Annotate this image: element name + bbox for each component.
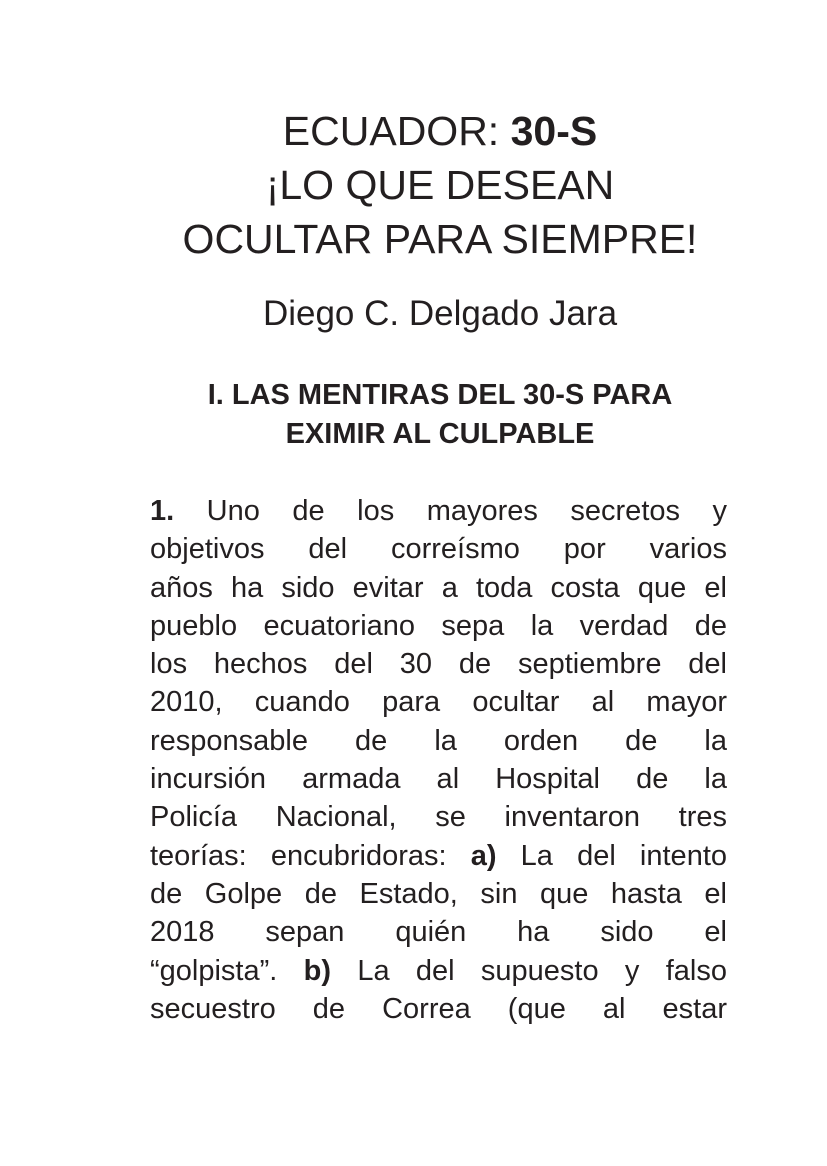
list-marker-a: a) xyxy=(470,839,497,872)
list-marker-b: b) xyxy=(303,954,332,987)
title-line-1 xyxy=(140,104,740,158)
paragraph-line: pueblo ecuatoriano sepa la verdad de xyxy=(150,609,727,642)
author-name: Diego C. Delgado Jara xyxy=(262,294,618,333)
paragraph-line: responsable de la orden de la xyxy=(150,724,727,757)
paragraph-line: de Golpe de Estado, sin que hasta el xyxy=(150,877,727,910)
paragraph-line: “golpista”. b) La del supuesto y falso xyxy=(150,954,727,987)
paragraph-1 xyxy=(150,492,727,1028)
section-heading-line-2: EXIMIR AL CULPABLE xyxy=(285,418,595,450)
paragraph-line: secuestro de Correa (que al estar xyxy=(150,992,727,1025)
paragraph-line: 2010, cuando para ocultar al mayor xyxy=(150,686,727,719)
title-bold-30s: 30-S xyxy=(510,108,598,154)
title-prefix: ECUADOR: xyxy=(282,108,511,154)
paragraph-line: los hechos del 30 de septiembre del xyxy=(150,648,727,681)
paragraph-line: 2018 sepan quién ha sido el xyxy=(150,916,727,949)
paragraph-line: teorías: encubridoras: a) La del intento xyxy=(150,839,728,872)
title-line-3: OCULTAR PARA SIEMPRE! xyxy=(182,216,698,262)
paragraph-line: incursión armada al Hospital de la xyxy=(150,763,727,796)
paragraph-line: Policía Nacional, se inventaron tres xyxy=(150,801,727,834)
section-heading xyxy=(140,376,740,454)
paragraph-number: 1. xyxy=(150,495,175,527)
section-heading-line-1: I. LAS MENTIRAS DEL 30-S PARA xyxy=(207,379,673,411)
document-title xyxy=(140,104,740,266)
title-line-2: ¡LO QUE DESEAN xyxy=(265,162,615,208)
paragraph-line: 1. Uno de los mayores secretos y xyxy=(150,495,727,527)
paragraph-line: años ha sido evitar a toda costa que el xyxy=(150,571,727,604)
paragraph-line: objetivos del correísmo por varios xyxy=(150,533,727,566)
